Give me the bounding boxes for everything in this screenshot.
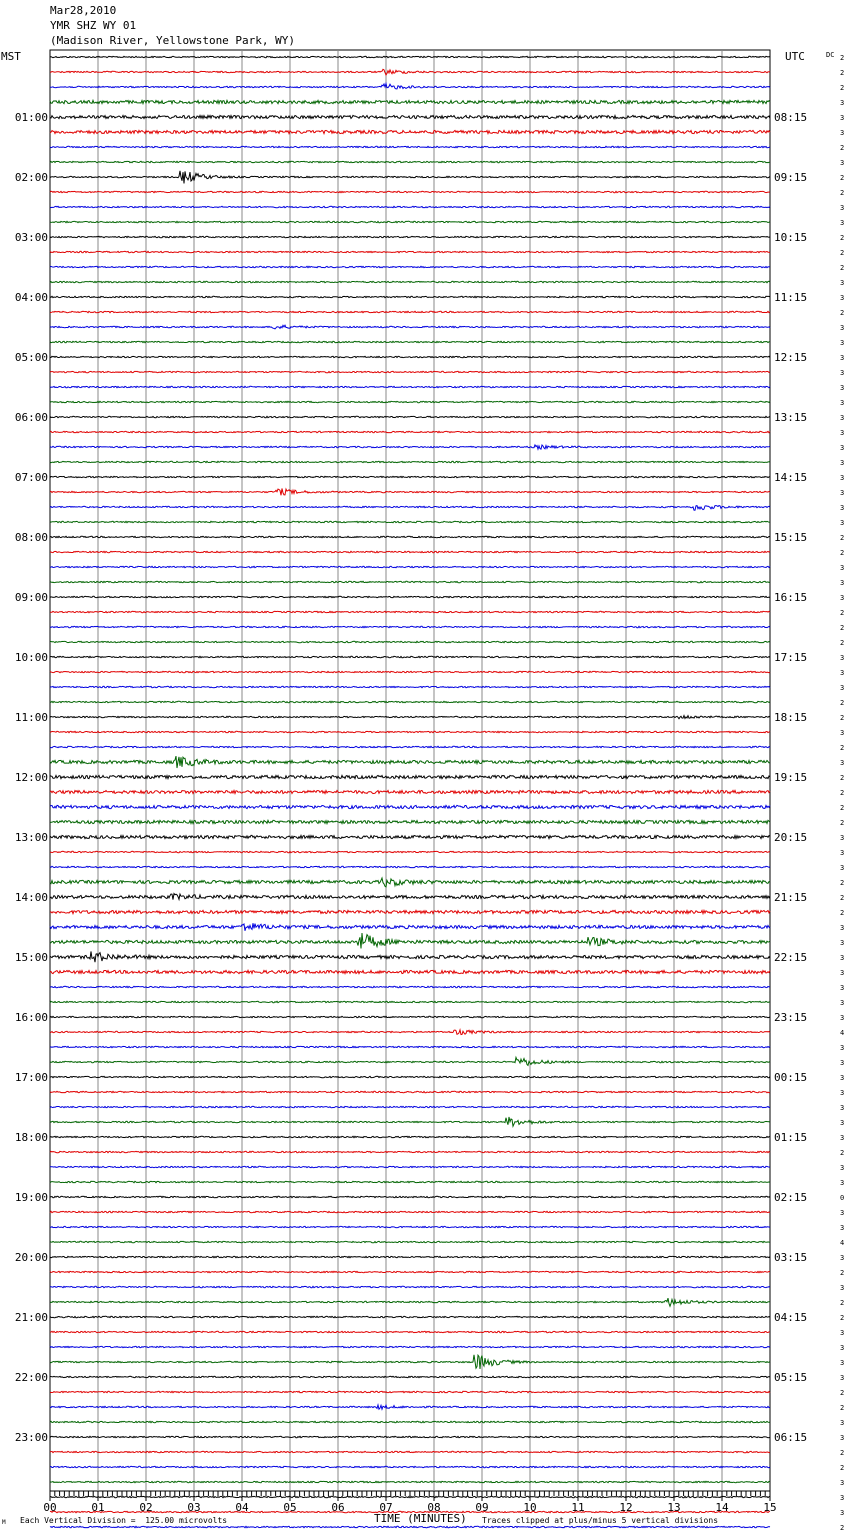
dc-offset-value: 2: [840, 1149, 845, 1157]
dc-offset-value: 3: [840, 1494, 845, 1502]
dc-offset-value: 2: [840, 174, 845, 182]
seismic-trace: [50, 191, 770, 192]
seismic-trace: [50, 596, 770, 597]
dc-offset-value: 3: [840, 684, 845, 692]
x-axis-label: TIME (MINUTES): [374, 1512, 467, 1525]
x-tick-label: 05: [283, 1501, 297, 1514]
dc-offset-value: 2: [840, 789, 845, 797]
seismic-trace: [50, 1298, 770, 1306]
mst-hour-label: 12:00: [14, 771, 48, 784]
seismic-trace: [50, 1181, 770, 1182]
dc-offset-value: 2: [840, 624, 845, 632]
seismic-trace: [50, 566, 770, 567]
mst-hour-label: 18:00: [14, 1131, 48, 1144]
dc-offset-value: 3: [840, 219, 845, 227]
seismic-trace: [50, 1046, 770, 1047]
seismic-trace: [50, 756, 770, 768]
dc-offset-value: 4: [840, 1239, 845, 1247]
dc-offset-value: 3: [840, 939, 845, 947]
x-tick-label: 03: [187, 1501, 201, 1514]
seismic-trace: [50, 910, 770, 913]
seismic-trace: [50, 746, 770, 747]
seismic-trace: [50, 611, 770, 612]
dc-offset-value: 3: [840, 1434, 845, 1442]
mst-hour-label: 19:00: [14, 1191, 48, 1204]
dc-offset-value: 3: [840, 489, 845, 497]
dc-offset-value: 3: [840, 429, 845, 437]
seismic-trace: [50, 1376, 770, 1377]
seismic-trace: [50, 1196, 770, 1197]
dc-offset-value: 2: [840, 309, 845, 317]
dc-offset-value: 4: [840, 1029, 845, 1037]
dc-offset-value: 3: [840, 519, 845, 527]
x-tick-label: 13: [667, 1501, 681, 1514]
seismic-trace: [50, 1405, 770, 1409]
seismic-trace: [50, 356, 770, 357]
mst-hour-label: 14:00: [14, 891, 48, 904]
seismic-trace: [50, 506, 770, 511]
dc-offset-value: 3: [840, 864, 845, 872]
seismic-trace: [50, 341, 770, 342]
dc-offset-value: 3: [840, 414, 845, 422]
seismic-trace: [50, 1271, 770, 1272]
seismic-trace: [50, 1076, 770, 1077]
dc-offset-value: 2: [840, 909, 845, 917]
dc-offset-value: 2: [840, 189, 845, 197]
seismic-trace: [50, 266, 770, 267]
seismic-trace: [50, 1391, 770, 1392]
plot-frame: [50, 50, 770, 1491]
dc-offset-value: 2: [840, 1524, 845, 1532]
mst-hour-label: 17:00: [14, 1071, 48, 1084]
dc-offset-value: 2: [840, 609, 845, 617]
dc-offset-value: 2: [840, 819, 845, 827]
x-tick-label: 02: [139, 1501, 153, 1514]
seismic-trace: [50, 431, 770, 432]
mst-hour-label: 08:00: [14, 531, 48, 544]
dc-offset-value: 3: [840, 1014, 845, 1022]
dc-offset-value: 3: [840, 1224, 845, 1232]
dc-offset-value: 2: [840, 894, 845, 902]
seismic-trace: [50, 56, 770, 57]
dc-offset-value: 3: [840, 474, 845, 482]
dc-offset-value: 3: [840, 1089, 845, 1097]
dc-offset-value: 3: [840, 294, 845, 302]
seismic-trace: [50, 1466, 770, 1467]
dc-offset-value: 3: [840, 1164, 845, 1172]
seismic-trace: [50, 1030, 770, 1035]
seismic-trace: [50, 1481, 770, 1482]
seismic-trace: [50, 296, 770, 297]
dc-offset-value: 0: [840, 1194, 845, 1202]
dc-offset-value: 3: [840, 984, 845, 992]
mst-hour-label: 04:00: [14, 291, 48, 304]
mst-hour-label: 16:00: [14, 1011, 48, 1024]
dc-offset-value: 2: [840, 714, 845, 722]
seismic-trace: [50, 1211, 770, 1212]
seismic-trace: [50, 311, 770, 312]
mst-hour-label: 20:00: [14, 1251, 48, 1264]
dc-offset-value: 3: [840, 504, 845, 512]
seismic-trace: [50, 1436, 770, 1437]
dc-offset-value: 3: [840, 1074, 845, 1082]
seismic-trace: [50, 1226, 770, 1227]
dc-offset-value: 3: [840, 594, 845, 602]
utc-hour-label: 23:15: [774, 1011, 808, 1024]
x-tick-label: 10: [523, 1501, 537, 1514]
dc-offset-value: 3: [840, 1359, 845, 1367]
utc-hour-label: 16:15: [774, 591, 808, 604]
clip-note: Traces clipped at plus/minus 5 vertical divisions: [482, 1516, 719, 1525]
seismic-trace: [50, 1355, 770, 1369]
utc-hour-label: 12:15: [774, 351, 808, 364]
dc-offset-value: 3: [840, 324, 845, 332]
seismic-trace: [50, 626, 770, 627]
seismic-trace: [50, 641, 770, 642]
utc-hour-label: 19:15: [774, 771, 808, 784]
utc-hour-label: 17:15: [774, 651, 808, 664]
seismic-trace: [50, 1316, 770, 1317]
dc-offset-value: 3: [840, 1134, 845, 1142]
utc-hour-label: 01:15: [774, 1131, 808, 1144]
dc-offset-value: 3: [840, 1119, 845, 1127]
dc-offset-value: 2: [840, 234, 845, 242]
seismic-trace: [50, 1136, 770, 1137]
seismic-trace: [50, 371, 770, 372]
dc-offset-value: 3: [840, 834, 845, 842]
dc-offset-value: 3: [840, 1059, 845, 1067]
seismic-trace: [50, 100, 770, 103]
seismic-trace: [50, 923, 770, 931]
dc-offset-value: 2: [840, 699, 845, 707]
dc-offset-value: 3: [840, 1479, 845, 1487]
seismic-trace: [50, 401, 770, 402]
seismic-trace: [50, 790, 770, 793]
seismic-trace: [50, 986, 770, 987]
dc-offset-value: 3: [840, 999, 845, 1007]
dc-offset-value: 3: [840, 99, 845, 107]
seismic-trace: [50, 970, 770, 973]
seismic-trace: [50, 551, 770, 552]
mst-hour-label: 01:00: [14, 111, 48, 124]
dc-label: DC: [826, 51, 835, 59]
dc-offset-value: 2: [840, 774, 845, 782]
mst-hour-label: 15:00: [14, 951, 48, 964]
seismic-trace: [50, 1241, 770, 1242]
utc-hour-label: 11:15: [774, 291, 808, 304]
seismic-trace: [50, 1286, 770, 1287]
seismic-trace: [50, 536, 770, 537]
station-location: (Madison River, Yellowstone Park, WY): [50, 34, 296, 47]
dc-offset-value: 3: [840, 849, 845, 857]
utc-label: UTC: [785, 50, 805, 63]
seismic-trace: [50, 1091, 770, 1092]
dc-offset-value: 3: [840, 159, 845, 167]
seismic-trace: [50, 1346, 770, 1347]
dc-offset-value: 3: [840, 129, 845, 137]
dc-offset-value: 2: [840, 879, 845, 887]
dc-offset-value: 2: [840, 1314, 845, 1322]
seismic-trace: [50, 731, 770, 732]
dc-offset-value: 3: [840, 654, 845, 662]
utc-hour-label: 04:15: [774, 1311, 808, 1324]
seismic-trace: [50, 835, 770, 838]
seismic-trace: [50, 820, 770, 823]
seismic-trace: [50, 1496, 770, 1497]
seismic-trace: [50, 894, 770, 900]
utc-hour-label: 21:15: [774, 891, 808, 904]
seismic-trace: [50, 1151, 770, 1152]
utc-hour-label: 03:15: [774, 1251, 808, 1264]
dc-offset-value: 2: [840, 69, 845, 77]
dc-offset-value: 3: [840, 1344, 845, 1352]
seismic-trace: [50, 878, 770, 887]
record-date: Mar28,2010: [50, 4, 117, 17]
dc-offset-value: 3: [840, 354, 845, 362]
seismic-trace: [50, 581, 770, 582]
dc-offset-value: 2: [840, 1299, 845, 1307]
seismic-trace: [50, 1331, 770, 1332]
seismic-trace: [50, 1421, 770, 1422]
dc-offset-value: 3: [840, 579, 845, 587]
seismic-trace: [50, 1001, 770, 1002]
seismic-trace: [50, 1106, 770, 1107]
utc-hour-label: 08:15: [774, 111, 808, 124]
seismic-trace: [50, 1526, 770, 1527]
dc-offset-value: 3: [840, 459, 845, 467]
seismic-trace: [50, 851, 770, 852]
seismic-trace: [50, 445, 770, 449]
dc-offset-value: 3: [840, 114, 845, 122]
mst-hour-label: 03:00: [14, 231, 48, 244]
mst-hour-label: 07:00: [14, 471, 48, 484]
x-tick-label: 07: [379, 1501, 393, 1514]
dc-offset-value: 2: [840, 1464, 845, 1472]
x-tick-label: 11: [571, 1501, 585, 1514]
seismic-trace: [50, 1016, 770, 1017]
seismic-trace: [50, 130, 770, 133]
utc-hour-label: 15:15: [774, 531, 808, 544]
dc-offset-value: 2: [840, 1449, 845, 1457]
dc-offset-value: 3: [840, 1374, 845, 1382]
dc-offset-value: 3: [840, 729, 845, 737]
dc-offset-value: 2: [840, 249, 845, 257]
x-tick-label: 00: [43, 1501, 57, 1514]
mst-hour-label: 22:00: [14, 1371, 48, 1384]
seismic-trace: [50, 476, 770, 477]
seismic-trace: [50, 206, 770, 207]
mst-hour-label: 21:00: [14, 1311, 48, 1324]
x-tick-label: 08: [427, 1501, 441, 1514]
dc-offset-value: 3: [840, 1329, 845, 1337]
x-tick-label: 04: [235, 1501, 249, 1514]
utc-hour-label: 00:15: [774, 1071, 808, 1084]
mst-hour-label: 10:00: [14, 651, 48, 664]
mst-hour-label: 05:00: [14, 351, 48, 364]
dc-offset-value: 2: [840, 84, 845, 92]
seismic-trace: [50, 775, 770, 778]
x-tick-label: 12: [619, 1501, 633, 1514]
utc-hour-label: 18:15: [774, 711, 808, 724]
seismic-trace: [50, 386, 770, 387]
x-tick-label: 09: [475, 1501, 489, 1514]
dc-offset-value: 2: [840, 1404, 845, 1412]
seismic-trace: [50, 701, 770, 702]
mst-hour-label: 11:00: [14, 711, 48, 724]
utc-hour-label: 05:15: [774, 1371, 808, 1384]
seismic-trace: [50, 656, 770, 657]
dc-offset-value: 2: [840, 534, 845, 542]
dc-offset-value: 3: [840, 669, 845, 677]
utc-hour-label: 02:15: [774, 1191, 808, 1204]
dc-offset-value: 2: [840, 1269, 845, 1277]
seismic-trace: [50, 521, 770, 522]
mst-hour-label: 09:00: [14, 591, 48, 604]
seismic-trace: [50, 69, 770, 75]
dc-offset-value: 3: [840, 1104, 845, 1112]
utc-hour-label: 13:15: [774, 411, 808, 424]
dc-offset-value: 3: [840, 339, 845, 347]
seismic-trace: [50, 84, 770, 89]
seismic-trace: [50, 115, 770, 118]
utc-hour-label: 14:15: [774, 471, 808, 484]
seismic-trace: [50, 671, 770, 672]
seismic-trace: [50, 236, 770, 237]
x-tick-label: 01: [91, 1501, 105, 1514]
station-code: YMR SHZ WY 01: [50, 19, 137, 32]
seismic-trace: [50, 1256, 770, 1257]
dc-offset-value: 2: [840, 144, 845, 152]
dc-offset-value: 2: [840, 744, 845, 752]
seismic-trace: [50, 805, 770, 808]
seismic-trace: [50, 933, 770, 949]
corner-mark: M: [2, 1519, 6, 1526]
seismic-trace: [50, 251, 770, 252]
mst-label: MST: [1, 50, 21, 63]
scale-note: Each Vertical Division = 125.00 microvolts: [20, 1516, 228, 1525]
seismic-trace: [50, 416, 770, 417]
dc-offset-value: 3: [840, 1044, 845, 1052]
dc-offset-value: 3: [840, 1254, 845, 1262]
seismic-trace: [50, 866, 770, 867]
mst-hour-label: 02:00: [14, 171, 48, 184]
dc-offset-value: 2: [840, 1389, 845, 1397]
dc-offset-value: 3: [840, 969, 845, 977]
x-tick-label: 14: [715, 1501, 729, 1514]
mst-hour-label: 23:00: [14, 1431, 48, 1444]
seismic-trace: [50, 1057, 770, 1065]
seismic-trace: [50, 489, 770, 496]
utc-hour-label: 10:15: [774, 231, 808, 244]
utc-hour-label: 06:15: [774, 1431, 808, 1444]
dc-offset-value: 3: [840, 1284, 845, 1292]
dc-offset-value: 2: [840, 639, 845, 647]
dc-offset-value: 3: [840, 444, 845, 452]
dc-offset-value: 3: [840, 954, 845, 962]
dc-offset-value: 3: [840, 759, 845, 767]
seismic-trace: [50, 171, 770, 184]
dc-offset-value: 3: [840, 1209, 845, 1217]
dc-offset-value: 3: [840, 924, 845, 932]
seismic-trace: [50, 281, 770, 282]
seismic-trace: [50, 951, 770, 962]
mst-hour-label: 06:00: [14, 411, 48, 424]
x-tick-label: 06: [331, 1501, 345, 1514]
dc-offset-value: 3: [840, 564, 845, 572]
utc-hour-label: 09:15: [774, 171, 808, 184]
dc-offset-value: 3: [840, 399, 845, 407]
x-tick-label: 15: [763, 1501, 777, 1514]
seismic-trace: [50, 1451, 770, 1452]
dc-offset-value: 2: [840, 54, 845, 62]
seismic-trace: [50, 221, 770, 222]
dc-offset-value: 3: [840, 1179, 845, 1187]
dc-offset-value: 3: [840, 204, 845, 212]
seismic-trace: [50, 461, 770, 462]
seismic-trace: [50, 146, 770, 147]
dc-offset-value: 3: [840, 369, 845, 377]
dc-offset-value: 2: [840, 549, 845, 557]
dc-offset-value: 3: [840, 1509, 845, 1517]
dc-offset-value: 2: [840, 804, 845, 812]
dc-offset-value: 3: [840, 279, 845, 287]
utc-hour-label: 20:15: [774, 831, 808, 844]
seismic-trace: [50, 686, 770, 687]
seismic-trace: [50, 1166, 770, 1167]
dc-offset-value: 2: [840, 264, 845, 272]
dc-offset-value: 3: [840, 1419, 845, 1427]
seismic-trace: [50, 1117, 770, 1126]
utc-hour-label: 22:15: [774, 951, 808, 964]
seismic-trace: [50, 716, 770, 719]
mst-hour-label: 13:00: [14, 831, 48, 844]
seismic-trace: [50, 325, 770, 329]
seismic-trace: [50, 161, 770, 162]
dc-offset-value: 3: [840, 384, 845, 392]
